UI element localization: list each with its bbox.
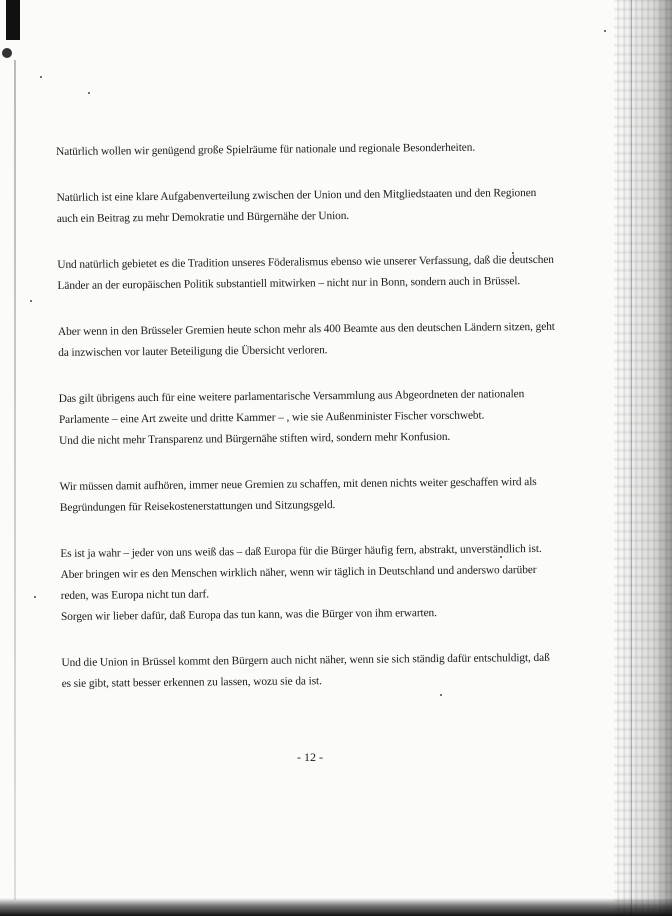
paragraph-line: Wir müssen damit aufhören, immer neue Gremien zu schaffen, mit denen nichts weiter geschaffen wird als Begründungen für Reisekostenerstattungen und Sitzungsgeld. <box>59 475 537 514</box>
paragraph <box>60 539 561 628</box>
paragraph-line: Natürlich wollen wir genügend große Spielräume für nationale und regionale Besonderheiten. <box>56 141 476 158</box>
paragraph-line: Und die nicht mehr Transparenz und Bürgernähe stiften wird, sondern mehr Konfusion. <box>59 430 451 447</box>
scan-punch-hole <box>2 48 12 58</box>
paragraph-line: Natürlich ist eine klare Aufgabenverteilung zwischen der Union und den Mitgliedstaaten und den Regionen auch ein Beitrag zu mehr Demokratie und Bürgernähe der Union. <box>56 186 537 225</box>
paragraph <box>58 317 558 364</box>
scan-right-shadow <box>614 0 672 916</box>
paragraph-line: Es ist ja wahr – jeder von uns weiß das – daß Europa für die Bürger häufig fern, abstrakt, unverständlich ist. <box>60 542 542 560</box>
paragraph <box>59 384 560 452</box>
scan-speck <box>88 92 90 94</box>
paragraph-line: Das gilt übrigens auch für eine weitere parlamentarische Versammlung aus Abgeordneten der nationalen Parlamente – eine Art zweite und dritte Kammer – , wie sie Außenminister Fischer vorschwebt. <box>58 388 525 426</box>
scan-bottom-shadow <box>0 898 672 916</box>
paragraph-line: Sorgen wir lieber dafür, daß Europa das tun kann, was die Bürger von ihm erwarten. <box>60 607 437 623</box>
scan-speck <box>30 300 32 302</box>
paragraph <box>60 472 560 519</box>
scan-right-line <box>631 0 632 916</box>
paragraph <box>61 648 561 695</box>
page-number: - 12 - <box>297 750 323 764</box>
document-body <box>56 137 562 720</box>
paragraph <box>56 137 556 163</box>
paragraph-line: Und natürlich gebietet es die Tradition unseres Föderalismus ebenso wie unserer Verfassung, daß die deutschen Länder an der europäischen Politik substantiell mitwirken – nicht nur in Bonn, sondern auch in Brüssel. <box>57 253 554 292</box>
scan-left-edge <box>14 60 16 900</box>
paragraph-line: Aber wenn in den Brüsseler Gremien heute schon mehr als 400 Beamte aus den deutschen Ländern sitzen, geht da inzwischen vor lauter Beteiligung die Übersicht verloren. <box>57 320 555 359</box>
paragraph-line: Aber bringen wir es den Menschen wirklich näher, wenn wir täglich in Deutschland und anderswo darüber reden, was Europa nicht tun darf. <box>60 563 537 602</box>
paragraph <box>57 250 557 297</box>
paragraph-line: Und die Union in Brüssel kommt den Bürgern auch nicht näher, wenn sie sich ständig dafür entschuldigt, daß es sie gibt, statt besser erkennen zu lassen, wozu sie da ist. <box>61 651 550 690</box>
scan-speck <box>604 30 606 32</box>
scan-speck <box>40 76 42 78</box>
scan-speck <box>34 596 36 598</box>
scan-binding-mark <box>6 0 20 40</box>
paragraph <box>56 183 556 230</box>
